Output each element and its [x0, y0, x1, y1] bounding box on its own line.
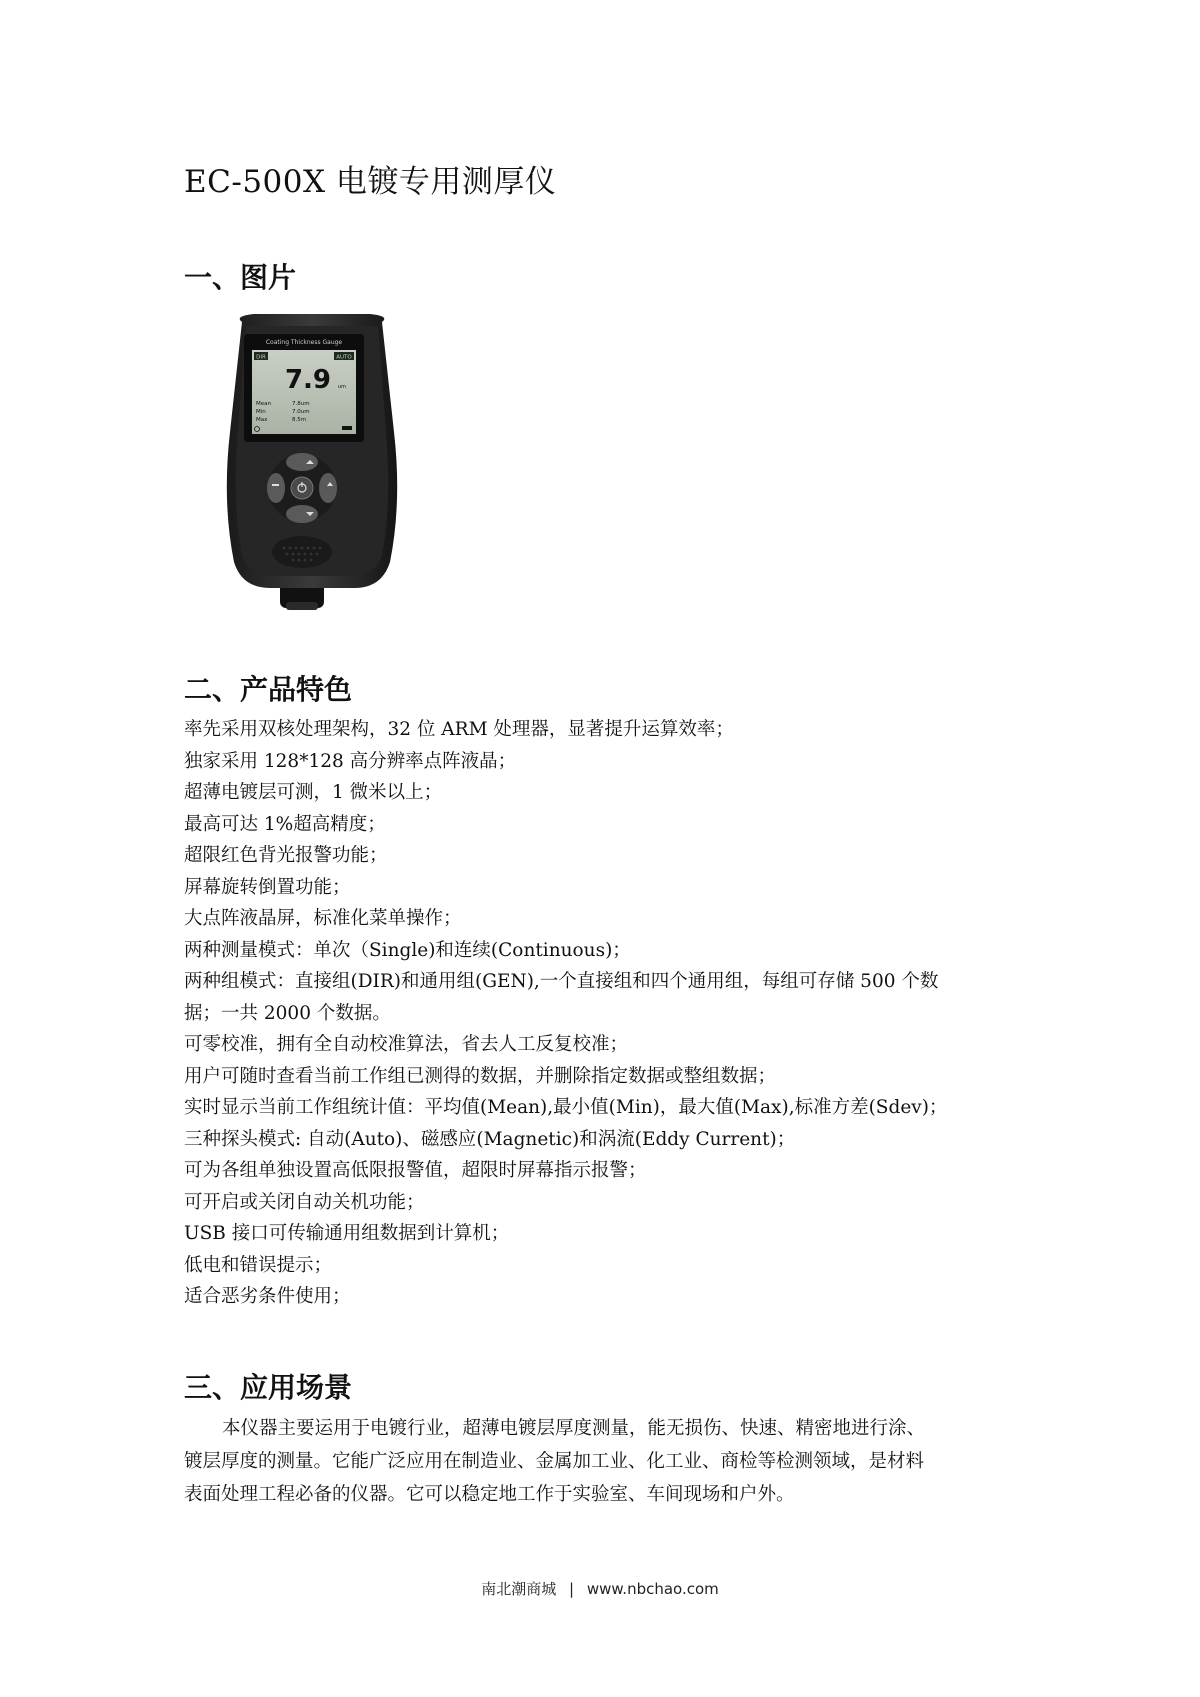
feature-line: 最高可达 1%超高精度； [184, 813, 386, 835]
speaker-grille [272, 536, 332, 568]
section-heading-applications: 三、应用场景 [184, 1371, 353, 1404]
feature-line: 屏幕旋转倒置功能； [184, 876, 351, 898]
feature-line: USB 接口可传输通用组数据到计算机； [184, 1223, 510, 1244]
feature-line: 据；一共 2000 个数据。 [184, 1002, 391, 1024]
right-key [319, 473, 337, 503]
feature-line: 实时显示当前工作组统计值：平均值(Mean),最小值(Min)，最大值(Max),标准方差(Sdev)； [184, 1097, 948, 1118]
application-paragraph [184, 1412, 1034, 1511]
feature-line: 适合恶劣条件使用； [184, 1286, 351, 1307]
paragraph-line: 镀层厚度的测量。它能广泛应用在制造业、金属加工业、化工业、商检等检测领域，是材料 [184, 1451, 925, 1472]
paragraph-line: 表面处理工程必备的仪器。它可以稳定地工作于实验室、车间现场和户外。 [184, 1484, 795, 1505]
feature-line: 超限红色背光报警功能； [184, 845, 388, 866]
paragraph-line: 本仪器主要运用于电镀行业，超薄电镀层厚度测量，能无损伤、快速、精密地进行涂、 [222, 1418, 926, 1439]
stat-value: 8.5m [292, 417, 307, 423]
feature-line: 低电和错误提示； [184, 1254, 333, 1276]
reading-unit: um [338, 384, 347, 390]
feature-line: 用户可随时查看当前工作组已测得的数据，并删除指定数据或整组数据； [184, 1065, 777, 1087]
product-photo [214, 312, 410, 612]
document-title: EC-500X 电镀专用测厚仪 [184, 164, 557, 200]
stat-label: Mean [256, 401, 271, 407]
section-heading-pictures: 一、图片 [184, 261, 297, 294]
feature-line: 独家采用 128*128 高分辨率点阵液晶； [184, 750, 517, 772]
left-key [267, 473, 285, 503]
feature-line: 可零校准，拥有全自动校准算法，省去人工反复校准； [184, 1034, 629, 1055]
footer-url-link[interactable]: www.nbchao.com [586, 1580, 719, 1598]
down-key [286, 505, 318, 523]
menu-icon [272, 484, 279, 486]
stat-value: 7.8um [292, 401, 310, 407]
feature-list [184, 714, 1034, 1313]
feature-line: 三种探头模式: 自动(Auto)、磁感应(Magnetic)和涡流(Eddy Current)； [184, 1128, 796, 1150]
page-footer [0, 1578, 1200, 1599]
feature-line: 大点阵液晶屏，标准化菜单操作； [184, 908, 462, 929]
probe-label: AUTO [336, 354, 352, 361]
feature-line: 可为各组单独设置高低限报警值，超限时屏幕指示报警； [184, 1160, 647, 1181]
feature-line: 率先采用双核处理架构，32 位 ARM 处理器，显著提升运算效率； [184, 719, 734, 740]
power-key [291, 477, 313, 499]
reading-value: 7.9 [284, 365, 332, 395]
stat-value: 7.0um [292, 409, 310, 415]
stat-label: Max [256, 417, 268, 423]
feature-line: 超薄电镀层可测，1 微米以上； [184, 782, 443, 803]
coating-thickness-gauge-image [214, 312, 410, 612]
stat-label: Min [256, 409, 266, 415]
up-key [286, 453, 318, 471]
footer-site-name: 南北潮商城 [481, 1580, 557, 1598]
section-heading-features: 二、产品特色 [184, 673, 353, 706]
mode-label: DIR [256, 354, 266, 361]
feature-line: 两种组模式：直接组(DIR)和通用组(GEN),一个直接组和四个通用组，每组可存储 500 个数 [184, 971, 939, 992]
brand-text: Coating Thickness Gauge [265, 339, 343, 346]
footer-separator: | [569, 1580, 575, 1598]
feature-line: 两种测量模式：单次（Single)和连续(Continuous)； [184, 939, 631, 961]
battery-icon [342, 426, 352, 430]
feature-line: 可开启或关闭自动关机功能； [184, 1191, 425, 1213]
